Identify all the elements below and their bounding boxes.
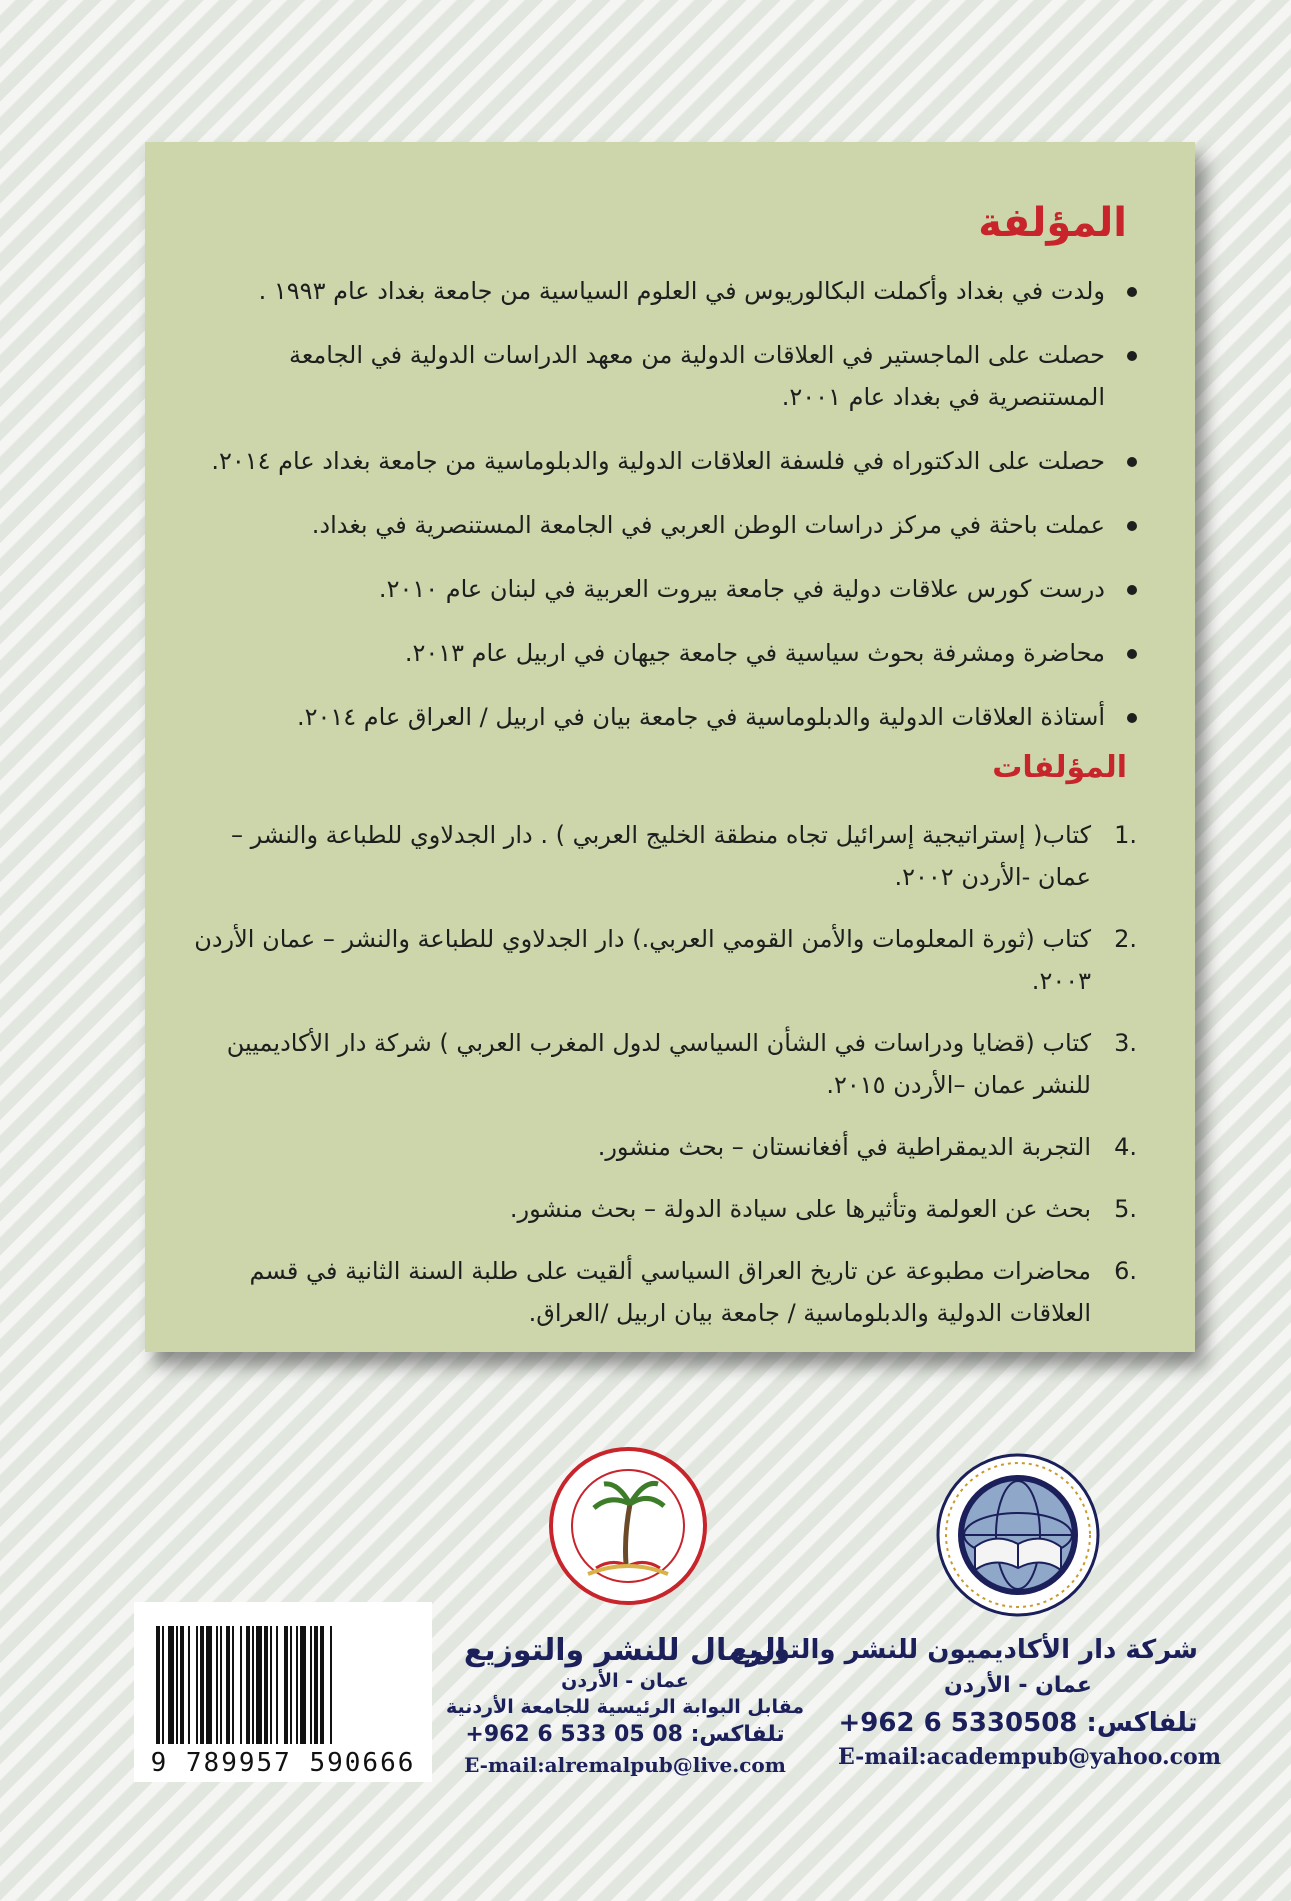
bio-item (185, 696, 1137, 738)
barcode-bar (220, 1626, 222, 1744)
bullet-icon (1127, 649, 1137, 659)
barcode-bar (256, 1626, 262, 1744)
barcode-bar (226, 1626, 230, 1744)
barcode-bar (200, 1626, 204, 1744)
bio-item (185, 334, 1137, 418)
back-cover-panel (145, 142, 1195, 1352)
bullet-icon (1127, 351, 1137, 361)
publisher-alremal-info (440, 1633, 810, 1777)
barcode-bar (156, 1626, 160, 1744)
bio-item (185, 440, 1137, 482)
publisher-alremal-address: مقابل البوابة الرئيسية للجامعة الأردنية (445, 1696, 805, 1718)
works-section-title: المؤلفات (992, 750, 1127, 785)
work-number: 5. (1114, 1195, 1137, 1223)
bio-item-text: عملت باحثة في مركز دراسات الوطن العربي في الجامعة المستنصرية في بغداد. (311, 511, 1105, 539)
barcode-bar (320, 1626, 324, 1744)
work-text: كتاب (قضايا ودراسات في الشأن السياسي لدول المغرب العربي ) شركة دار الأكاديميين للنشر عمان –الأردن ٢٠١٥. (226, 1029, 1091, 1099)
bio-item (185, 568, 1137, 610)
bio-item-text: درست كورس علاقات دولية في جامعة بيروت العربية في لبنان عام ٢٠١٠. (378, 575, 1105, 603)
bullet-icon (1127, 585, 1137, 595)
barcode-bar (330, 1626, 332, 1744)
work-item (185, 814, 1137, 898)
work-item (185, 1126, 1137, 1168)
works-list (185, 814, 1137, 1354)
bio-item-text: حصلت على الدكتوراه في فلسفة العلاقات الدولية والدبلوماسية من جامعة بغداد عام ٢٠١٤. (211, 447, 1105, 475)
work-text: كتاب( إستراتيجية إسرائيل تجاه منطقة الخليج العربي ) . دار الجدلاوي للطباعة والنشر – عمان -الأردن ٢٠٠٢. (230, 821, 1091, 891)
bio-item-text: حصلت على الماجستير في العلاقات الدولية من معهد الدراسات الدولية في الجامعة المستنصرية في بغداد عام ٢٠٠١. (288, 341, 1105, 411)
bio-item-text: أستاذة العلاقات الدولية والدبلوماسية في جامعة بيان في اربيل / العراق عام ٢٠١٤. (296, 703, 1105, 731)
barcode-bar (314, 1626, 318, 1744)
barcode-bar (188, 1626, 190, 1744)
barcode (134, 1602, 432, 1782)
palm-tree-book-icon (548, 1446, 708, 1610)
work-text: محاضرات مطبوعة عن تاريخ العراق السياسي ألقيت على طلبة السنة الثانية في قسم العلاقات الدولية والدبلوماسية / جامعة بيان اربيل /العراق. (249, 1257, 1091, 1327)
work-number: 2. (1114, 925, 1137, 953)
bio-item (185, 270, 1137, 312)
barcode-bar (284, 1626, 288, 1744)
work-item (185, 918, 1137, 1002)
work-text: كتاب (ثورة المعلومات والأمن القومي العربي.) دار الجدلاوي للطباعة والنشر – عمان الأردن ٢٠٠٣. (194, 925, 1091, 995)
open-book-globe-icon (935, 1452, 1101, 1622)
author-section-title: المؤلفة (978, 200, 1127, 246)
barcode-bar (276, 1626, 278, 1744)
bullet-icon (1127, 521, 1137, 531)
work-number: 6. (1114, 1257, 1137, 1285)
publisher-academics-city: عمان - الأردن (944, 1673, 1092, 1698)
barcode-bar (240, 1626, 242, 1744)
publisher-alremal-name: الرمال للنشر والتوزيع (463, 1633, 787, 1668)
barcode-bar (270, 1626, 272, 1744)
barcode-bar (180, 1626, 184, 1744)
publisher-academics-name: شركة دار الأكاديميون للنشر والتوزيع (731, 1635, 1198, 1665)
bio-item-text: ولدت في بغداد وأكملت البكالوريوس في العلوم السياسية من جامعة بغداد عام ١٩٩٣ . (258, 277, 1105, 305)
barcode-bar (176, 1626, 178, 1744)
barcode-icon (156, 1626, 410, 1744)
barcode-digits: 9 789957 590666 (150, 1748, 416, 1778)
publisher-alremal-fax: تلفاكس: 08 05 533 6 962+ (465, 1722, 785, 1747)
barcode-bar (264, 1626, 268, 1744)
panel-content (145, 142, 1195, 1352)
work-item (185, 1022, 1137, 1106)
bio-item (185, 504, 1137, 546)
barcode-bar (206, 1626, 212, 1744)
work-number: 1. (1114, 821, 1137, 849)
barcode-bar (168, 1626, 174, 1744)
barcode-bar (310, 1626, 312, 1744)
barcode-bar (246, 1626, 250, 1744)
publisher-alremal-email: E-mail:alremalpub@live.com (464, 1753, 786, 1777)
work-text: التجربة الديمقراطية في أفغانستان – بحث منشور. (597, 1133, 1091, 1161)
work-number: 4. (1114, 1133, 1137, 1161)
publisher-academics-info (731, 1635, 1222, 1770)
barcode-bar (162, 1626, 164, 1744)
barcode-bar (196, 1626, 198, 1744)
barcode-bar (232, 1626, 234, 1744)
author-bio-list (185, 270, 1137, 760)
barcode-bar (296, 1626, 298, 1744)
barcode-bar (300, 1626, 306, 1744)
bullet-icon (1127, 287, 1137, 297)
bullet-icon (1127, 713, 1137, 723)
work-text: بحث عن العولمة وتأثيرها على سيادة الدولة – بحث منشور. (509, 1195, 1091, 1223)
barcode-bar (216, 1626, 218, 1744)
bio-item (185, 632, 1137, 674)
work-item (185, 1188, 1137, 1230)
publisher-academics-email: E-mail:academpub@yahoo.com (838, 1744, 1222, 1770)
work-item (185, 1250, 1137, 1334)
work-number: 3. (1114, 1029, 1137, 1057)
barcode-bar (252, 1626, 254, 1744)
barcode-bar (290, 1626, 292, 1744)
publisher-alremal-city: عمان - الأردن (561, 1670, 689, 1692)
publisher-academics-fax: تلفاكس: 5330508 6 962+ (838, 1708, 1198, 1738)
bullet-icon (1127, 457, 1137, 467)
bio-item-text: محاضرة ومشرفة بحوث سياسية في جامعة جيهان في اربيل عام ٢٠١٣. (404, 639, 1105, 667)
